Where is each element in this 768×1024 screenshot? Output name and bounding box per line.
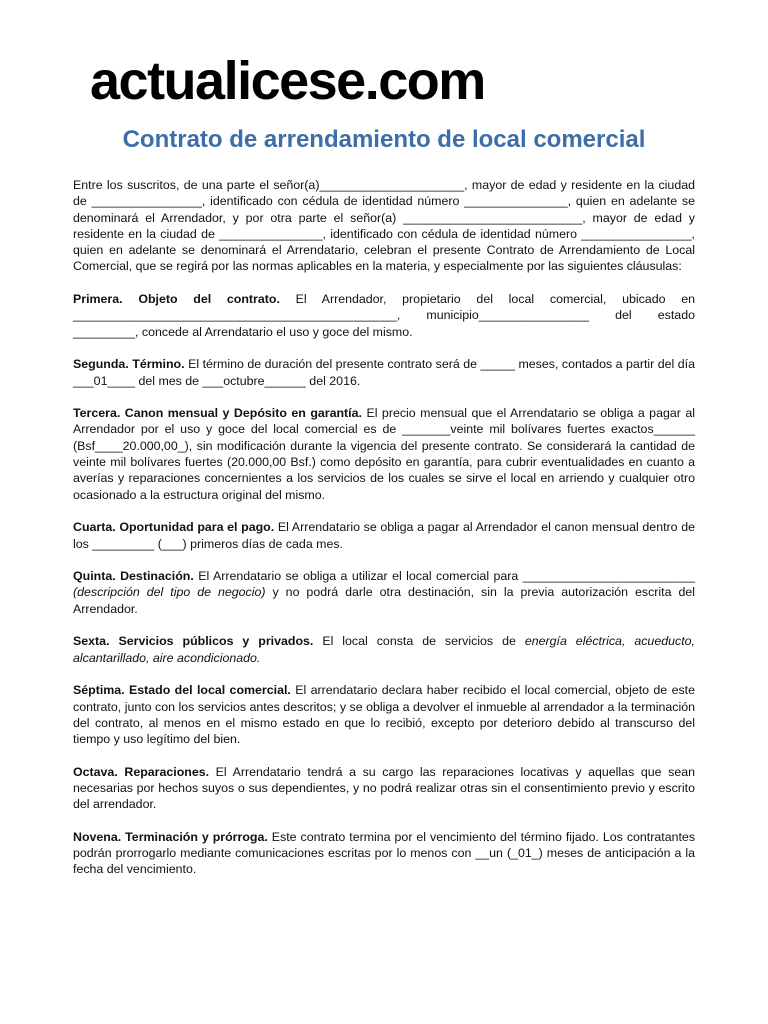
clause-segunda xyxy=(73,356,695,389)
clause-text: El precio mensual que el Arrendatario se obliga a pagar al Arrendador por el uso y goce del local comercial es de _______veinte mil bolívares fuertes exactos______ (Bsf____20.000,00_), sin modificación durante la vigencia del presente contrato. Se considerará la cantidad de veinte mil bolívares fuertes (20.000,00 Bsf.) como depósito en garantía, para cubrir eventualidades en cuanto a averías y reparaciones concernientes a los servicios de los cuales se sirve el local en arriendo y cualquier otro ocasionado a la estructura original del mismo. xyxy=(73,406,695,502)
clause-text: El Arrendador, propietario del local comercial, ubicado en _______________________________________________, municipio________________ del estado _________, concede al Arrendatario el uso y goce del mismo. xyxy=(73,292,695,339)
clause-text: El Arrendatario se obliga a pagar al Arrendador el canon mensual dentro de los _________ (___) primeros días de cada mes. xyxy=(73,520,695,551)
clause-octava xyxy=(73,764,695,813)
clause-sexta xyxy=(73,633,695,666)
site-logo: actualicese.com xyxy=(90,51,485,111)
clause-cuarta xyxy=(73,519,695,552)
clause-quinta xyxy=(73,568,695,617)
clause-heading: Quinta. Destinación. xyxy=(73,569,194,584)
clause-heading: Séptima. Estado del local comercial. xyxy=(73,683,291,698)
clause-text: El local consta de servicios de xyxy=(313,634,525,649)
clause-text: Este contrato termina por el vencimiento del término fijado. Los contratantes podrán prorrogarlo mediante comunicaciones escritas por lo menos con __un (_01_) meses de anticipación a la fecha del vencimiento. xyxy=(73,829,696,877)
clause-heading: Sexta. Servicios públicos y privados. xyxy=(73,634,314,649)
clause-text: El Arrendatario se obliga a utilizar el local comercial para _________________________ xyxy=(193,569,695,584)
clause-text: El arrendatario declara haber recibido el local comercial, objeto de este contrato, junto con los servicios antes descritos; y se obliga a devolver el inmueble al arrendador a la terminación del contrato, al menos en el mismo estado en que lo recibió, excepto por deterioro debido al transcurso del tiempo y uso legítimo del bien. xyxy=(73,683,695,747)
clause-heading: Novena. Terminación y prórroga. xyxy=(73,829,268,844)
clause-septima xyxy=(73,682,695,747)
clause-heading: Tercera. Canon mensual y Depósito en garantía. xyxy=(73,406,362,421)
clause-text: El Arrendatario tendrá a su cargo las reparaciones locativas y aquellas que sean necesarias por hechos suyos o sus dependientes, y no podrá realizar otras sin el consentimiento previo y escrito del arrendador. xyxy=(73,764,696,812)
clause-text: El término de duración del presente contrato será de _____ meses, contados a partir del día ___01____ del mes de ___octubre______ del 2016. xyxy=(73,357,695,388)
clause-heading: Segunda. Término. xyxy=(73,357,185,372)
clause-heading: Octava. Reparaciones. xyxy=(73,764,210,779)
document-title: Contrato de arrendamiento de local comercial xyxy=(122,126,646,153)
intro-paragraph xyxy=(73,177,695,275)
intro-text: Entre los suscritos, de una parte el señor(a)_____________________, mayor de edad y residente en la ciudad de ________________, identificado con cédula de identidad número _______________, quien en adelante se denominará el Arrendador, y por otra parte el señor(a) __________________________, mayor de edad y residente en la ciudad de _______________, identificado con cédula de identidad número ________________, quien en adelante se denominará el Arrendatario, celebran el presente Contrato de Arrendamiento de Local Comercial, que se regirá por las normas aplicables en la materia, y especialmente por las siguientes cláusulas: xyxy=(73,178,695,274)
clause-heading: Primera. Objeto del contrato. xyxy=(73,292,280,307)
clause-heading: Cuarta. Oportunidad para el pago. xyxy=(73,520,275,535)
clause-primera xyxy=(73,291,695,340)
clause-italic: energía eléctrica, acueducto, alcantarillado, aire acondicionado. xyxy=(73,634,695,665)
clause-text: y no podrá darle otra destinación, sin la previa autorización escrita del Arrendador. xyxy=(73,585,695,616)
clause-tercera xyxy=(73,405,695,503)
contract-body xyxy=(73,177,695,894)
clause-italic: (descripción del tipo de negocio) xyxy=(73,585,266,600)
clause-novena xyxy=(73,829,695,878)
